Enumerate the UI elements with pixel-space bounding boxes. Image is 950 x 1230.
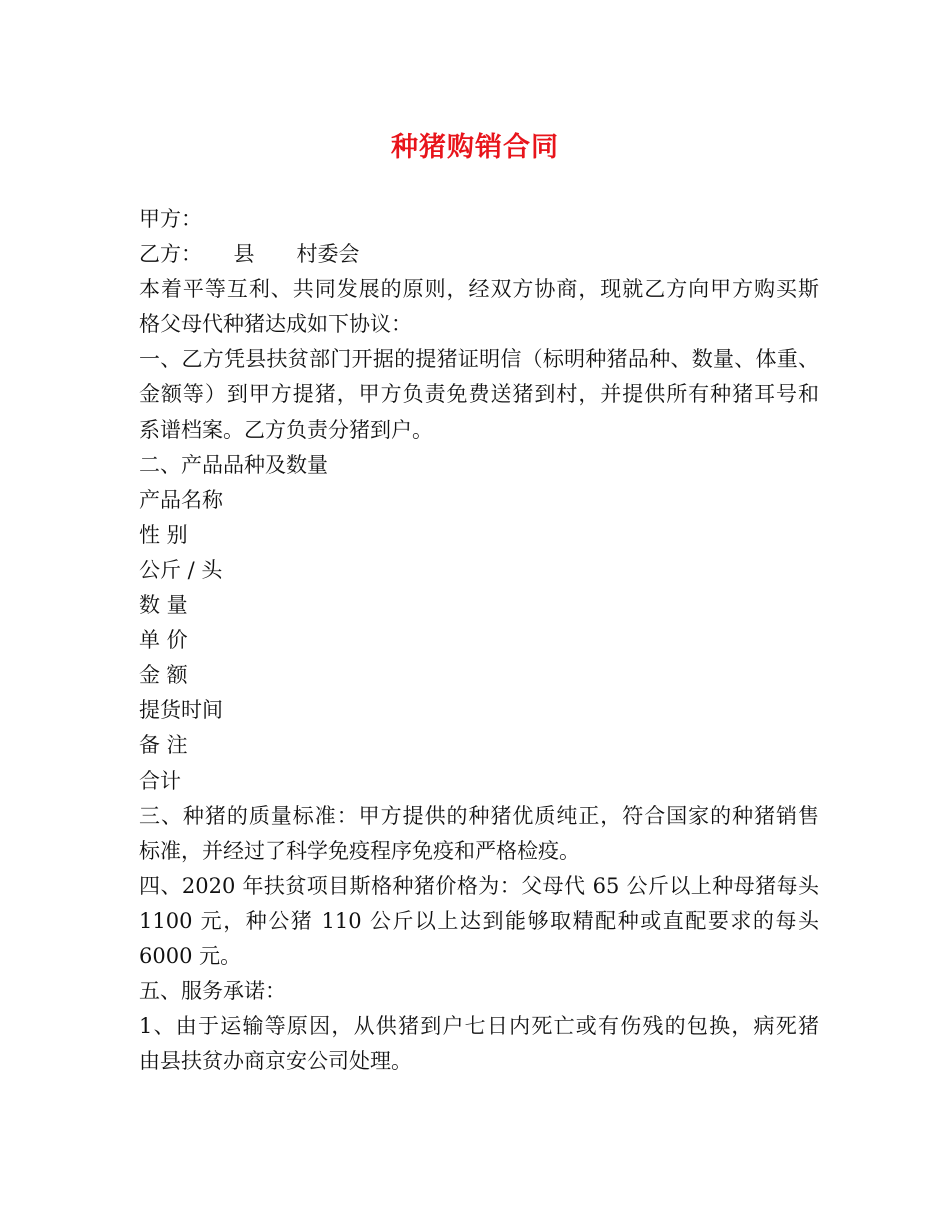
body-line: 标准，并经过了科学免疫程序免疫和严格检疫。 (139, 838, 580, 863)
body-line: 单 价 (139, 628, 188, 653)
body-line: 产品名称 (139, 487, 223, 512)
body-line: 由县扶贫办商京安公司处理。 (139, 1049, 412, 1074)
body-line: 五、服务承诺： (139, 979, 286, 1004)
body-line: 系谱档案。乙方负责分猪到户。 (139, 417, 433, 442)
body-line: 本着平等互利、共同发展的原则，经双方协商，现就乙方向甲方购买斯 (139, 277, 819, 302)
body-line: 格父母代种猪达成如下协议： (139, 312, 412, 337)
body-line: 公斤 / 头 (139, 557, 223, 582)
body-line: 1、由于运输等原因，从供猪到户七日内死亡或有伤残的包换，病死猪 (139, 1014, 819, 1039)
body-line: 甲方： (139, 207, 202, 231)
body-line: 备 注 (139, 733, 188, 758)
body-line: 乙方： 县 村委会 (139, 242, 360, 267)
body-line: 金额等）到甲方提猪，甲方负责免费送猪到村，并提供所有种猪耳号和 (139, 382, 819, 407)
body-line: 1100 元，种公猪 110 公斤以上达到能够取精配种或直配要求的每头 (139, 908, 819, 933)
body-line: 合计 (139, 768, 181, 793)
body-line: 一、乙方凭县扶贫部门开据的提猪证明信（标明种猪品种、数量、体重、 (139, 347, 819, 372)
body-line: 6000 元。 (139, 943, 242, 968)
body-line: 提货时间 (139, 698, 223, 723)
body-line: 四、2020 年扶贫项目斯格种猪价格为：父母代 65 公斤以上种母猪每头 (139, 873, 819, 898)
body-line: 金 额 (139, 663, 188, 688)
body-line: 三、种猪的质量标准：甲方提供的种猪优质纯正，符合国家的种猪销售 (139, 803, 819, 828)
document-body (139, 202, 819, 1079)
body-line: 二、产品品种及数量 (139, 452, 328, 477)
body-line: 数 量 (139, 593, 188, 618)
document-title: 种猪购销合同 (391, 132, 559, 163)
body-line: 性 别 (139, 522, 188, 547)
